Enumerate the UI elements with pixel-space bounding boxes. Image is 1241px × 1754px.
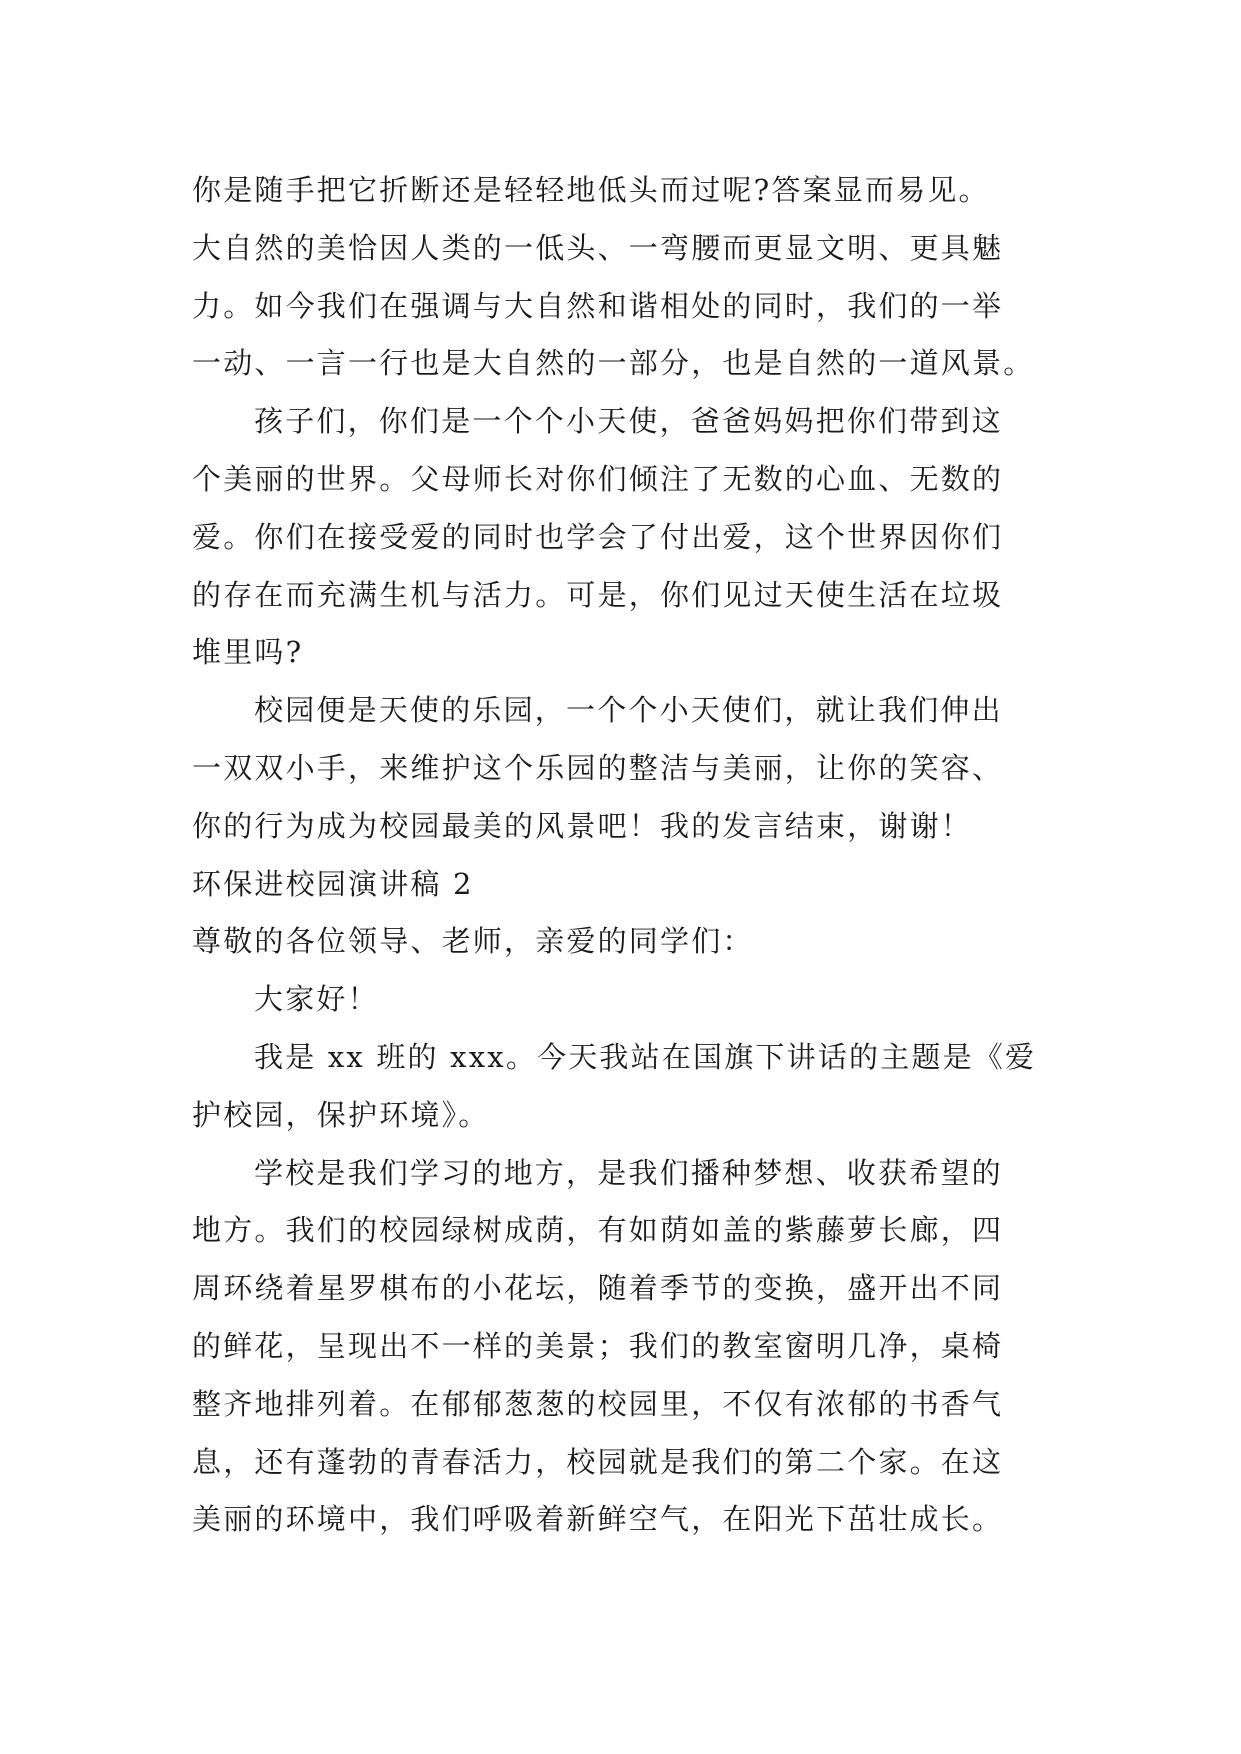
document-body — [192, 162, 1082, 1549]
text-line: 美丽的环境中，我们呼吸着新鲜空气，在阳光下茁壮成长。 — [192, 1502, 1004, 1537]
text-line: 爱。你们在接受爱的同时也学会了付出爱，这个世界因你们 — [192, 519, 1004, 554]
text-line: 的存在而充满生机与活力。可是，你们见过天使生活在垃圾 — [192, 577, 1004, 612]
text-line: 整齐地排列着。在郁郁葱葱的校园里，不仅有浓郁的书香气 — [192, 1386, 1004, 1421]
text-line: 校园便是天使的乐园，一个个小天使们，就让我们伸出 — [254, 693, 1003, 728]
text-line: 堆里吗? — [192, 635, 304, 670]
text-line: 周环绕着星罗棋布的小花坛，随着季节的变换，盛开出不同 — [192, 1271, 1004, 1306]
text-line: 你的行为成为校园最美的风景吧！我的发言结束，谢谢！ — [192, 808, 973, 843]
text-line: 息，还有蓬勃的青春活力，校园就是我们的第二个家。在这 — [192, 1444, 1004, 1479]
text-line: 一动、一言一行也是大自然的一部分，也是自然的一道风景。 — [192, 346, 1035, 381]
text-line: 的鲜花，呈现出不一样的美景；我们的教室窗明几净，桌椅 — [192, 1328, 1004, 1363]
text-line: 地方。我们的校园绿树成荫，有如荫如盖的紫藤萝长廊，四 — [192, 1213, 1004, 1248]
text-line: 你是随手把它折断还是轻轻地低头而过呢?答案显而易见。 — [192, 173, 990, 207]
text-line: 个美丽的世界。父母师长对你们倾注了无数的心血、无数的 — [192, 461, 1004, 496]
text-line: 护校园，保护环境》。 — [192, 1097, 490, 1132]
text-line: 学校是我们学习的地方，是我们播种梦想、收获希望的 — [254, 1155, 1003, 1190]
text-line: 我是 xx 班的 xxx。今天我站在国旗下讲话的主题是《爱 — [254, 1039, 1037, 1074]
text-line: 孩子们，你们是一个个小天使，爸爸妈妈把你们带到这 — [254, 404, 1003, 439]
text-line: 一双双小手，来维护这个乐园的整洁与美丽，让你的笑容、 — [192, 750, 1004, 785]
text-line: 大自然的美恰因人类的一低头、一弯腰而更显文明、更具魅 — [192, 230, 1004, 265]
text-line: 力。如今我们在强调与大自然和谐相处的同时，我们的一举 — [192, 288, 1004, 323]
text-line: 环保进校园演讲稿 2 — [192, 866, 474, 901]
text-line: 尊敬的各位领导、老师，亲爱的同学们： — [192, 924, 754, 959]
text-line: 大家好！ — [254, 982, 379, 1017]
